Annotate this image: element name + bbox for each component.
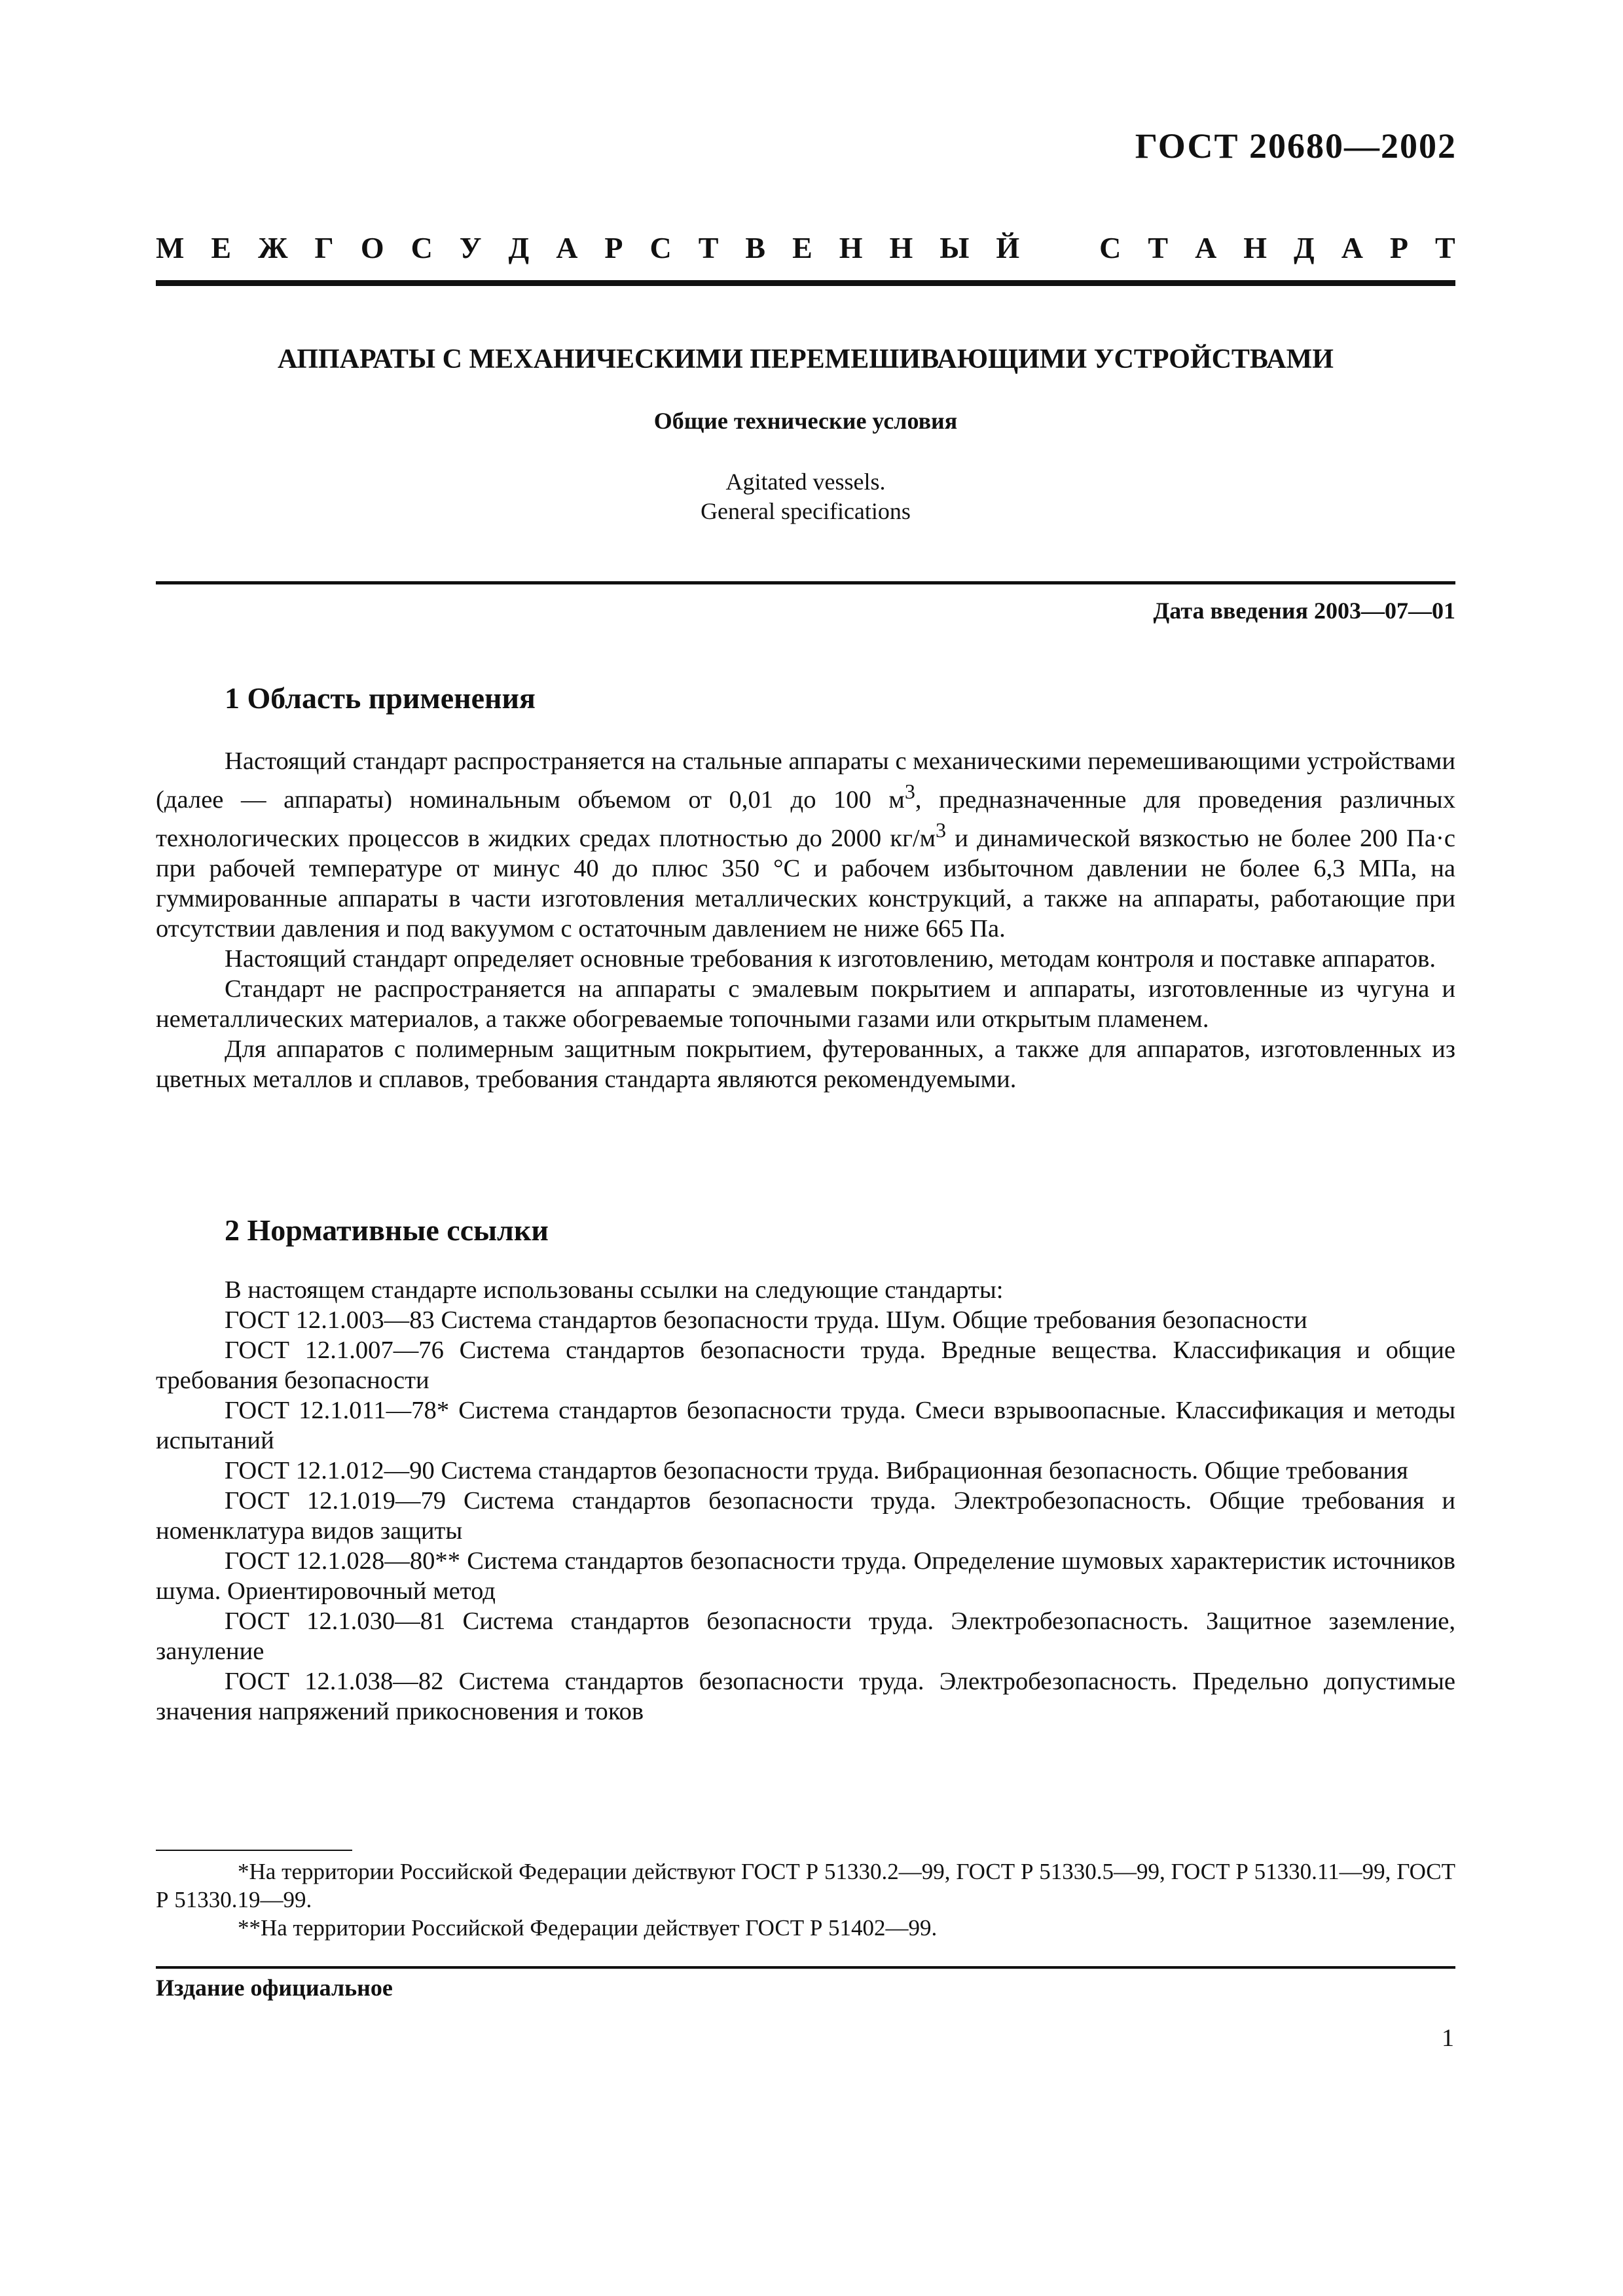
- banner-letter: Ы: [939, 231, 970, 264]
- reference-item: ГОСТ 12.1.007—76 Система стандартов безопасности труда. Вредные вещества. Классификация и общие требования безопасности: [156, 1336, 1455, 1394]
- banner-letter: Р: [1389, 231, 1409, 264]
- english-title: [156, 467, 1455, 526]
- banner-letter: Й: [996, 231, 1020, 264]
- reference-item: ГОСТ 12.1.028—80** Система стандартов безопасности труда. Определение шумовых характеристик источников шума. Ориентировочный метод: [156, 1547, 1455, 1605]
- reference-item: ГОСТ 12.1.038—82 Система стандартов безопасности труда. Электробезопасность. Предельно допустимые значения напряжений прикосновения и токов: [156, 1668, 1455, 1725]
- reference-item: ГОСТ 12.1.011—78* Система стандартов безопасности труда. Смеси взрывоопасные. Классификация и методы испытаний: [156, 1397, 1455, 1454]
- paragraph: Настоящий стандарт распространяется на стальные аппараты с механическими перемешивающими устройствами (далее — аппараты) номинальным объемом от 0,01 до 100 $м^3$, предназначенные для проведения различных технологических процессов в жидких средах плотностью до 2000 $кг/м^3$ и динамической вязкостью не более 200 Па·с при рабочей температуре от минус 40 до плюс 350 °С и рабочем избыточном давлении не более 6,3 МПа, на гуммированные аппараты в части изготовления металлических конструкций, а также на аппараты, работающие при отсутствии давления и под вакуумом с остаточным давлением не ниже 665 Па.: [156, 747, 1456, 942]
- banner-word-gap: [1046, 230, 1072, 265]
- banner-letter: С: [410, 231, 433, 264]
- banner-letter: О: [360, 231, 384, 264]
- paragraph: Настоящий стандарт определяет основные требования к изготовлению, методам контроля и поставке аппаратов.: [225, 944, 1436, 973]
- standard-type-banner: [156, 230, 1455, 265]
- footnote: **На территории Российской Федерации действует ГОСТ Р 51402—99.: [238, 1915, 938, 1941]
- banner-letter: С: [1099, 231, 1122, 264]
- introduction-date: Дата введения 2003—07—01: [1153, 598, 1455, 624]
- banner-letter: А: [556, 231, 578, 264]
- banner-letter: Д: [508, 231, 530, 264]
- banner-letter: У: [459, 231, 482, 264]
- top-rule: [156, 280, 1455, 286]
- banner-letter: Д: [1294, 231, 1315, 264]
- footnotes: [156, 1857, 1455, 1942]
- banner-letter: А: [1195, 231, 1217, 264]
- banner-letter: Ж: [258, 231, 288, 264]
- paragraph: В настоящем стандарте использованы ссылки на следующие стандарты:: [225, 1276, 1004, 1304]
- banner-letter: Е: [792, 231, 812, 264]
- banner-letter: Е: [211, 231, 232, 264]
- footnote-separator: [156, 1850, 352, 1851]
- section-heading-references: 2 Нормативные ссылки: [225, 1213, 549, 1247]
- footnote: *На территории Российской Федерации действуют ГОСТ Р 51330.2—99, ГОСТ Р 51330.5—99, ГОСТ Р 51330.11—99, ГОСТ Р 51330.19—99.: [156, 1859, 1455, 1912]
- reference-item: ГОСТ 12.1.030—81 Система стандартов безопасности труда. Электробезопасность. Защитное заземление, зануление: [156, 1607, 1455, 1665]
- section-references-body: [156, 1275, 1455, 1727]
- section-scope-body: [156, 746, 1455, 1094]
- banner-letter: Н: [1243, 231, 1267, 264]
- banner-letter: Н: [889, 231, 913, 264]
- reference-item: ГОСТ 12.1.012—90 Система стандартов безопасности труда. Вибрационная безопасность. Общие требования: [225, 1457, 1408, 1484]
- section-heading-scope: 1 Область применения: [225, 681, 536, 715]
- document-title: АППАРАТЫ С МЕХАНИЧЕСКИМИ ПЕРЕМЕШИВАЮЩИМИ УСТРОЙСТВАМИ: [278, 344, 1334, 374]
- banner-letter: Т: [1148, 231, 1169, 264]
- banner-letter: М: [156, 231, 185, 264]
- banner-letter: С: [649, 231, 672, 264]
- banner-letter: В: [745, 231, 766, 264]
- banner-letter: Н: [839, 231, 863, 264]
- document-number: ГОСТ 20680—2002: [1135, 126, 1457, 166]
- paragraph: Для аппаратов с полимерным защитным покрытием, футерованных, а также для аппаратов, изготовленных из цветных металлов и сплавов, требования стандарта являются рекомендуемыми.: [156, 1035, 1455, 1093]
- banner-letter: А: [1341, 231, 1363, 264]
- bottom-rule: [156, 1966, 1455, 1969]
- reference-item: ГОСТ 12.1.003—83 Система стандартов безопасности труда. Шум. Общие требования безопасности: [225, 1306, 1307, 1334]
- paragraph: Стандарт не распространяется на аппараты с эмалевым покрытием и аппараты, изготовленные из чугуна и неметаллических материалов, а также обогреваемые топочными газами или открытым пламенем.: [156, 975, 1455, 1033]
- banner-letter: Р: [604, 231, 623, 264]
- edition-note: Издание официальное: [156, 1975, 393, 2001]
- reference-item: ГОСТ 12.1.019—79 Система стандартов безопасности труда. Электробезопасность. Общие требования и номенклатура видов защиты: [156, 1487, 1455, 1545]
- document-subtitle: Общие технические условия: [653, 408, 958, 434]
- banner-letter: Т: [1435, 231, 1455, 264]
- english-title-line: Agitated vessels.: [725, 469, 886, 495]
- page-number: 1: [1442, 2024, 1454, 2052]
- title-rule: [156, 581, 1455, 584]
- banner-letter: Г: [314, 231, 334, 264]
- english-title-line: General specifications: [701, 498, 911, 524]
- banner-letter: Т: [698, 231, 719, 264]
